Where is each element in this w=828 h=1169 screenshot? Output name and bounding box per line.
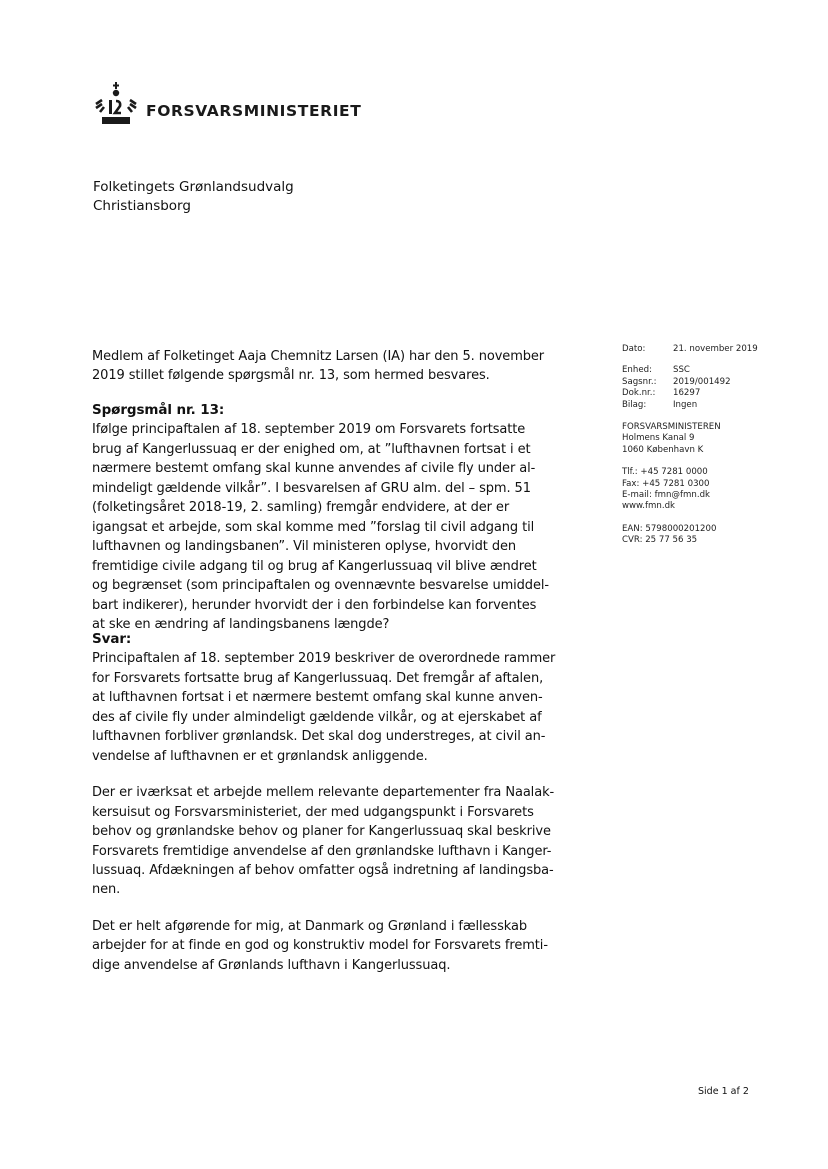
meta-row: [622, 400, 758, 411]
text-line: Fax: +45 7281 0300: [622, 478, 710, 489]
text-line: Medlem af Folketinget Aaja Chemnitz Larsen (IA) har den 5. november: [92, 349, 545, 364]
page-number: Side 1 af 2: [698, 1086, 749, 1097]
text-line: Tlf.: +45 7281 0000: [622, 467, 708, 478]
recipient-line: Christiansborg: [93, 198, 191, 214]
meta-value: 2019/001492: [673, 376, 731, 387]
logo-text: FORSVARSMINISTERIET: [146, 102, 362, 120]
text-line: EAN: 5798000201200: [622, 523, 717, 534]
text-line: brug af Kangerlussuaq er der enighed om, at ”lufthavnen fortsat i et: [92, 441, 531, 457]
meta-key: Dato:: [622, 344, 646, 354]
text-line: FORSVARSMINISTEREN: [622, 422, 721, 433]
text-line: E-mail: fmn@fmn.dk: [622, 490, 711, 501]
text-line: Ifølge principaftalen af 18. september 2019 om Forsvarets fortsatte: [92, 422, 526, 438]
meta-row: [622, 388, 758, 399]
meta-row: [622, 365, 758, 376]
text-line: at ske en ændring af landingsbanens længde?: [92, 616, 390, 632]
meta-key: Dok.nr.:: [622, 388, 656, 399]
text-line: Det er helt afgørende for mig, at Danmark og Grønland i fællesskab: [92, 918, 527, 934]
text-line: www.fmn.dk: [622, 501, 676, 512]
text-line: lussuaq. Afdækningen af behov omfatter også indretning af landingsba-: [92, 862, 554, 878]
text-line: behov og grønlandske behov og planer for Kangerlussuaq skal beskrive: [92, 824, 551, 840]
meta-value: 21. november 2019: [673, 344, 758, 354]
text-line: bart indikerer), herunder hvorvidt der i den forbindelse kan forventes: [92, 597, 537, 613]
text-line: at lufthavnen fortsat i et nærmere bestemt omfang skal kunne anven-: [92, 690, 543, 706]
crown-icon: [94, 82, 138, 126]
text-line: (folketingsåret 2018-19, 2. samling) fremgår endvidere, at der er: [92, 500, 510, 516]
text-line: 2019 stillet følgende spørgsmål nr. 13, som hermed besvares.: [92, 368, 490, 384]
text-line: fremtidige civile adgang til og brug af Kangerlussuaq vil blive ændret: [92, 558, 537, 574]
text-line: arbejder for at finde en god og konstruktiv model for Forsvarets fremti-: [92, 938, 548, 954]
text-line: CVR: 25 77 56 35: [622, 535, 698, 546]
text-line: mindeligt gældende vilkår”. I besvarelsen af GRU alm. del – spm. 51: [92, 480, 531, 496]
text-line: for Forsvarets fortsatte brug af Kangerlussuaq. Det fremgår af aftalen,: [92, 670, 544, 686]
meta-row: [622, 377, 758, 388]
text-line: og begrænset (som principaftalen og ovennævnte besvarelse umiddel-: [92, 578, 549, 594]
meta-key: Sagsnr.:: [622, 376, 657, 387]
recipient-line: Folketingets Grønlandsudvalg: [93, 179, 294, 195]
text-line: lufthavnen forbliver grønlandsk. Det skal dog understreges, at civil an-: [92, 729, 546, 745]
meta-value: SSC: [673, 365, 690, 376]
meta-value: 16297: [673, 388, 701, 399]
question-section: [92, 401, 549, 634]
answer-heading: Svar:: [92, 631, 132, 647]
intro-paragraph: [92, 347, 544, 386]
text-line: vendelse af lufthavnen er et grønlandsk anliggende.: [92, 748, 428, 764]
meta-value: Ingen: [673, 399, 698, 410]
recipient-address: [93, 178, 294, 216]
text-line: nen.: [92, 882, 121, 898]
text-line: lufthavnen og landingsbanen”. Vil ministeren oplyse, hvorvidt den: [92, 539, 517, 555]
answer-section: [92, 630, 555, 975]
question-heading: Spørgsmål nr. 13:: [92, 402, 225, 418]
letter-metadata: [622, 344, 758, 547]
text-line: Principaftalen af 18. september 2019 beskriver de overordnede rammer: [92, 651, 556, 667]
text-line: kersuisut og Forsvarsministeriet, der med udgangspunkt i Forsvarets: [92, 804, 534, 820]
text-line: Forsvarets fremtidige anvendelse af den grønlandske lufthavn i Kanger-: [92, 843, 552, 859]
meta-key: Enhed:: [622, 365, 652, 376]
text-line: 1060 København K: [622, 444, 704, 455]
text-line: dige anvendelse af Grønlands lufthavn i Kangerlussuaq.: [92, 957, 451, 973]
text-line: Holmens Kanal 9: [622, 433, 695, 444]
logo: [94, 82, 361, 126]
text-line: nærmere bestemt omfang skal kunne anvendes af civile fly under al-: [92, 461, 536, 477]
text-line: Der er iværksat et arbejde mellem relevante departementer fra Naalak-: [92, 785, 555, 801]
meta-key: Bilag:: [622, 399, 647, 410]
text-line: igangsat et arbejde, som skal komme med ”forslag til civil adgang til: [92, 519, 535, 535]
text-line: des af civile fly under almindeligt gældende vilkår, og at ejerskabet af: [92, 709, 542, 725]
